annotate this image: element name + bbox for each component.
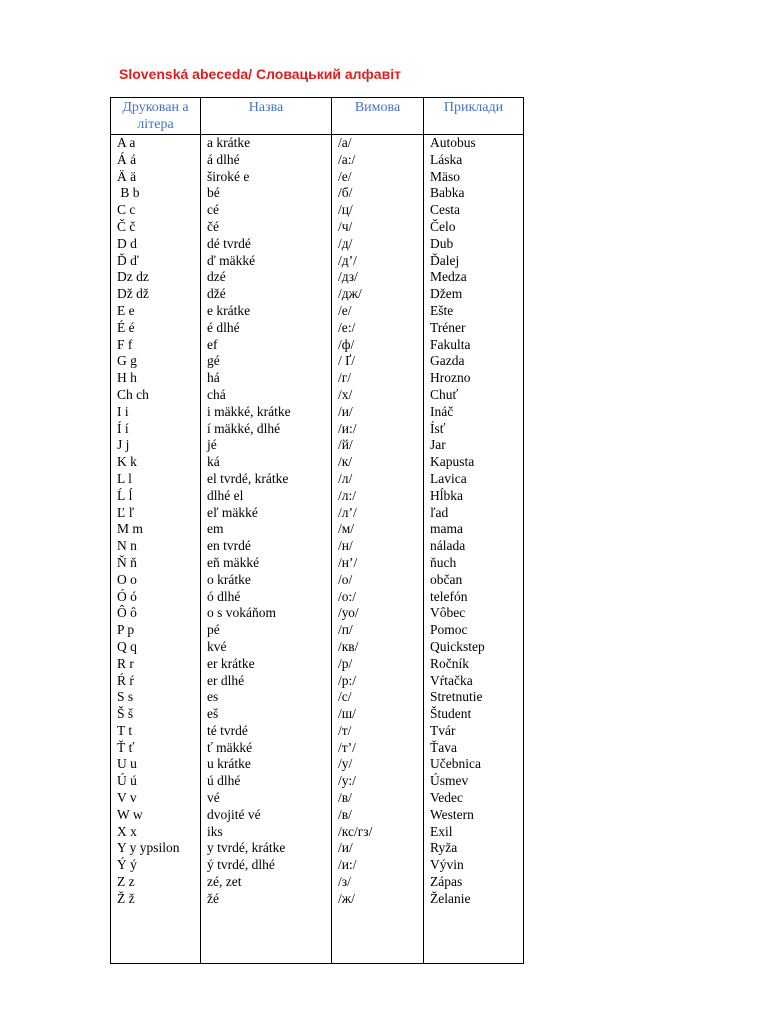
- cell-letter: U u: [111, 756, 201, 773]
- cell-example: Western: [424, 807, 524, 824]
- cell-letter: Ľ ľ: [111, 505, 201, 522]
- table-row: [111, 320, 524, 337]
- table-row: [111, 286, 524, 303]
- cell-pronunciation: /ч/: [332, 219, 424, 236]
- cell-name: žé: [201, 891, 332, 908]
- cell-name: džé: [201, 286, 332, 303]
- cell-pronunciation: /л:/: [332, 488, 424, 505]
- cell-name: o s vokáňom: [201, 605, 332, 622]
- table-row: [111, 169, 524, 186]
- table-row: [111, 891, 524, 908]
- cell-example: Gazda: [424, 353, 524, 370]
- cell-letter: Í í: [111, 421, 201, 438]
- cell-pronunciation: /в/: [332, 807, 424, 824]
- table-body: [111, 135, 524, 964]
- table-row: [111, 773, 524, 790]
- cell-pronunciation: /р/: [332, 656, 424, 673]
- cell-example: Cesta: [424, 202, 524, 219]
- cell-pronunciation: /д/: [332, 236, 424, 253]
- table-row: [111, 555, 524, 572]
- cell-letter: Ň ň: [111, 555, 201, 572]
- cell-example: Učebnica: [424, 756, 524, 773]
- cell-letter: Ä ä: [111, 169, 201, 186]
- table-row: [111, 656, 524, 673]
- cell-name: dzé: [201, 269, 332, 286]
- table-row: [111, 303, 524, 320]
- table-row: [111, 589, 524, 606]
- cell-example: Ryža: [424, 840, 524, 857]
- cell-letter: É é: [111, 320, 201, 337]
- cell-pronunciation: /й/: [332, 437, 424, 454]
- cell-pronunciation: /р:/: [332, 673, 424, 690]
- table-empty-space: [111, 908, 524, 964]
- cell-example: Tvár: [424, 723, 524, 740]
- cell-letter: X x: [111, 824, 201, 841]
- cell-example: Pomoc: [424, 622, 524, 639]
- table-row: [111, 689, 524, 706]
- empty-cell: [424, 908, 524, 964]
- cell-example: Ináč: [424, 404, 524, 421]
- cell-name: dlhé el: [201, 488, 332, 505]
- cell-letter: Ú ú: [111, 773, 201, 790]
- cell-pronunciation: /н’/: [332, 555, 424, 572]
- table-row: [111, 706, 524, 723]
- cell-pronunciation: /с/: [332, 689, 424, 706]
- cell-pronunciation: /т/: [332, 723, 424, 740]
- cell-pronunciation: /о:/: [332, 589, 424, 606]
- cell-name: eš: [201, 706, 332, 723]
- cell-letter: V v: [111, 790, 201, 807]
- cell-pronunciation: /у:/: [332, 773, 424, 790]
- cell-pronunciation: /e/: [332, 303, 424, 320]
- table-row: [111, 269, 524, 286]
- cell-example: Stretnutie: [424, 689, 524, 706]
- cell-name: e krátke: [201, 303, 332, 320]
- cell-example: Medza: [424, 269, 524, 286]
- cell-letter: Y y ypsilon: [111, 840, 201, 857]
- cell-example: Tréner: [424, 320, 524, 337]
- cell-letter: A a: [111, 135, 201, 152]
- cell-name: iks: [201, 824, 332, 841]
- cell-pronunciation: /и/: [332, 840, 424, 857]
- cell-letter: Z z: [111, 874, 201, 891]
- cell-example: Ročník: [424, 656, 524, 673]
- cell-example: Ísť: [424, 421, 524, 438]
- cell-name: ý tvrdé, dlhé: [201, 857, 332, 874]
- cell-letter: I i: [111, 404, 201, 421]
- cell-example: telefón: [424, 589, 524, 606]
- cell-name: chá: [201, 387, 332, 404]
- cell-letter: E e: [111, 303, 201, 320]
- cell-example: Mäso: [424, 169, 524, 186]
- cell-letter: Ď ď: [111, 253, 201, 270]
- cell-letter: H h: [111, 370, 201, 387]
- cell-pronunciation: /г/: [332, 370, 424, 387]
- table-row: [111, 756, 524, 773]
- cell-name: ó dlhé: [201, 589, 332, 606]
- cell-letter: T t: [111, 723, 201, 740]
- cell-letter: R r: [111, 656, 201, 673]
- table-row: [111, 605, 524, 622]
- empty-cell: [201, 908, 332, 964]
- cell-name: ť mäkké: [201, 740, 332, 757]
- cell-pronunciation: /т’/: [332, 740, 424, 757]
- cell-pronunciation: /к/: [332, 454, 424, 471]
- cell-pronunciation: /кв/: [332, 639, 424, 656]
- cell-name: eň mäkké: [201, 555, 332, 572]
- table-row: [111, 152, 524, 169]
- table-row: [111, 202, 524, 219]
- cell-example: Chuť: [424, 387, 524, 404]
- cell-name: té tvrdé: [201, 723, 332, 740]
- cell-pronunciation: /ж/: [332, 891, 424, 908]
- cell-example: ľad: [424, 505, 524, 522]
- cell-letter: Ó ó: [111, 589, 201, 606]
- cell-example: Kapusta: [424, 454, 524, 471]
- cell-name: es: [201, 689, 332, 706]
- cell-example: Ešte: [424, 303, 524, 320]
- cell-letter: W w: [111, 807, 201, 824]
- table-row: [111, 387, 524, 404]
- cell-name: ú dlhé: [201, 773, 332, 790]
- table-row: [111, 253, 524, 270]
- cell-letter: Ý ý: [111, 857, 201, 874]
- cell-pronunciation: /ш/: [332, 706, 424, 723]
- header-name: Назва: [201, 98, 332, 135]
- table-row: [111, 370, 524, 387]
- cell-name: y tvrdé, krátke: [201, 840, 332, 857]
- cell-name: há: [201, 370, 332, 387]
- cell-pronunciation: /б/: [332, 185, 424, 202]
- table-row: [111, 236, 524, 253]
- cell-letter: D d: [111, 236, 201, 253]
- cell-example: Zápas: [424, 874, 524, 891]
- cell-name: zé, zet: [201, 874, 332, 891]
- cell-name: dé tvrdé: [201, 236, 332, 253]
- cell-pronunciation: /и:/: [332, 421, 424, 438]
- cell-name: er dlhé: [201, 673, 332, 690]
- table-row: [111, 454, 524, 471]
- cell-name: el tvrdé, krátke: [201, 471, 332, 488]
- cell-name: o krátke: [201, 572, 332, 589]
- cell-name: ď mäkké: [201, 253, 332, 270]
- cell-name: ká: [201, 454, 332, 471]
- cell-pronunciation: /уо/: [332, 605, 424, 622]
- cell-letter: Ô ô: [111, 605, 201, 622]
- cell-pronunciation: /e:/: [332, 320, 424, 337]
- table-row: [111, 740, 524, 757]
- cell-example: občan: [424, 572, 524, 589]
- cell-letter: F f: [111, 337, 201, 354]
- cell-pronunciation: /ц/: [332, 202, 424, 219]
- cell-pronunciation: /дз/: [332, 269, 424, 286]
- cell-name: é dlhé: [201, 320, 332, 337]
- cell-example: Vedec: [424, 790, 524, 807]
- cell-letter: O o: [111, 572, 201, 589]
- cell-pronunciation: /a:/: [332, 152, 424, 169]
- cell-letter: Č č: [111, 219, 201, 236]
- cell-letter: L l: [111, 471, 201, 488]
- cell-pronunciation: /л’/: [332, 505, 424, 522]
- empty-cell: [332, 908, 424, 964]
- cell-letter: Š š: [111, 706, 201, 723]
- cell-letter: Á á: [111, 152, 201, 169]
- cell-letter: S s: [111, 689, 201, 706]
- table-row: [111, 639, 524, 656]
- table-row: [111, 840, 524, 857]
- cell-name: jé: [201, 437, 332, 454]
- table-row: [111, 488, 524, 505]
- cell-letter: K k: [111, 454, 201, 471]
- cell-name: kvé: [201, 639, 332, 656]
- cell-pronunciation: /л/: [332, 471, 424, 488]
- cell-name: cé: [201, 202, 332, 219]
- cell-name: dvojité vé: [201, 807, 332, 824]
- cell-letter: Ž ž: [111, 891, 201, 908]
- cell-name: en tvrdé: [201, 538, 332, 555]
- cell-name: í mäkké, dlhé: [201, 421, 332, 438]
- table-row: [111, 337, 524, 354]
- cell-letter: Ch ch: [111, 387, 201, 404]
- cell-letter: J j: [111, 437, 201, 454]
- cell-example: Láska: [424, 152, 524, 169]
- cell-example: Autobus: [424, 135, 524, 152]
- cell-name: gé: [201, 353, 332, 370]
- table-row: [111, 471, 524, 488]
- cell-example: Ďalej: [424, 253, 524, 270]
- cell-name: čé: [201, 219, 332, 236]
- table-row: [111, 404, 524, 421]
- cell-example: Študent: [424, 706, 524, 723]
- table-row: [111, 874, 524, 891]
- cell-pronunciation: /и:/: [332, 857, 424, 874]
- cell-pronunciation: /д’/: [332, 253, 424, 270]
- cell-pronunciation: / Ґ/: [332, 353, 424, 370]
- cell-name: em: [201, 521, 332, 538]
- cell-letter: Dž dž: [111, 286, 201, 303]
- cell-example: Vŕtačka: [424, 673, 524, 690]
- cell-example: Quickstep: [424, 639, 524, 656]
- cell-name: a krátke: [201, 135, 332, 152]
- table-row: [111, 723, 524, 740]
- cell-pronunciation: /дж/: [332, 286, 424, 303]
- cell-example: Vôbec: [424, 605, 524, 622]
- cell-letter: P p: [111, 622, 201, 639]
- cell-pronunciation: /и/: [332, 404, 424, 421]
- cell-letter: Ĺ ĺ: [111, 488, 201, 505]
- cell-example: Želanie: [424, 891, 524, 908]
- cell-pronunciation: /ф/: [332, 337, 424, 354]
- header-examples: Приклади: [424, 98, 524, 135]
- cell-pronunciation: /у/: [332, 756, 424, 773]
- cell-pronunciation: /п/: [332, 622, 424, 639]
- table-row: [111, 857, 524, 874]
- cell-pronunciation: /e/: [332, 169, 424, 186]
- cell-name: pé: [201, 622, 332, 639]
- table-row: [111, 437, 524, 454]
- cell-example: mama: [424, 521, 524, 538]
- table-header-row: [111, 98, 524, 135]
- table-row: [111, 824, 524, 841]
- cell-name: eľ mäkké: [201, 505, 332, 522]
- table-row: [111, 219, 524, 236]
- table-row: [111, 185, 524, 202]
- cell-name: u krátke: [201, 756, 332, 773]
- cell-name: er krátke: [201, 656, 332, 673]
- cell-example: Čelo: [424, 219, 524, 236]
- cell-name: vé: [201, 790, 332, 807]
- header-printed-letter: Друкован а літера: [111, 98, 201, 135]
- table-row: [111, 538, 524, 555]
- cell-example: Dub: [424, 236, 524, 253]
- empty-cell: [111, 908, 201, 964]
- table-row: [111, 521, 524, 538]
- cell-example: Džem: [424, 286, 524, 303]
- cell-example: Jar: [424, 437, 524, 454]
- table-row: [111, 622, 524, 639]
- cell-pronunciation: /о/: [332, 572, 424, 589]
- cell-pronunciation: /н/: [332, 538, 424, 555]
- cell-letter: G g: [111, 353, 201, 370]
- cell-example: nálada: [424, 538, 524, 555]
- cell-example: Hĺbka: [424, 488, 524, 505]
- cell-name: i mäkké, krátke: [201, 404, 332, 421]
- cell-example: Fakulta: [424, 337, 524, 354]
- cell-example: Ťava: [424, 740, 524, 757]
- cell-letter: Ť ť: [111, 740, 201, 757]
- cell-example: ňuch: [424, 555, 524, 572]
- cell-example: Babka: [424, 185, 524, 202]
- cell-example: Vývin: [424, 857, 524, 874]
- cell-name: ef: [201, 337, 332, 354]
- cell-pronunciation: /з/: [332, 874, 424, 891]
- cell-name: široké e: [201, 169, 332, 186]
- cell-letter: Q q: [111, 639, 201, 656]
- cell-letter: N n: [111, 538, 201, 555]
- table-row: [111, 421, 524, 438]
- table-row: [111, 135, 524, 152]
- table-row: [111, 790, 524, 807]
- cell-letter: Ŕ ŕ: [111, 673, 201, 690]
- table-row: [111, 572, 524, 589]
- table-row: [111, 807, 524, 824]
- cell-letter: Dz dz: [111, 269, 201, 286]
- table-row: [111, 505, 524, 522]
- cell-example: Hrozno: [424, 370, 524, 387]
- cell-example: Lavica: [424, 471, 524, 488]
- cell-pronunciation: /х/: [332, 387, 424, 404]
- document-title: Slovenská abeceda/ Словацький алфавіт: [119, 66, 401, 82]
- header-pronunciation: Вимова: [332, 98, 424, 135]
- cell-pronunciation: /м/: [332, 521, 424, 538]
- table-row: [111, 673, 524, 690]
- alphabet-table: [110, 97, 524, 964]
- cell-pronunciation: /кс/гз/: [332, 824, 424, 841]
- cell-letter: B b: [111, 185, 201, 202]
- cell-name: bé: [201, 185, 332, 202]
- cell-letter: M m: [111, 521, 201, 538]
- cell-pronunciation: /a/: [332, 135, 424, 152]
- cell-example: Exil: [424, 824, 524, 841]
- table-row: [111, 353, 524, 370]
- cell-example: Úsmev: [424, 773, 524, 790]
- cell-letter: C c: [111, 202, 201, 219]
- cell-name: á dlhé: [201, 152, 332, 169]
- cell-pronunciation: /в/: [332, 790, 424, 807]
